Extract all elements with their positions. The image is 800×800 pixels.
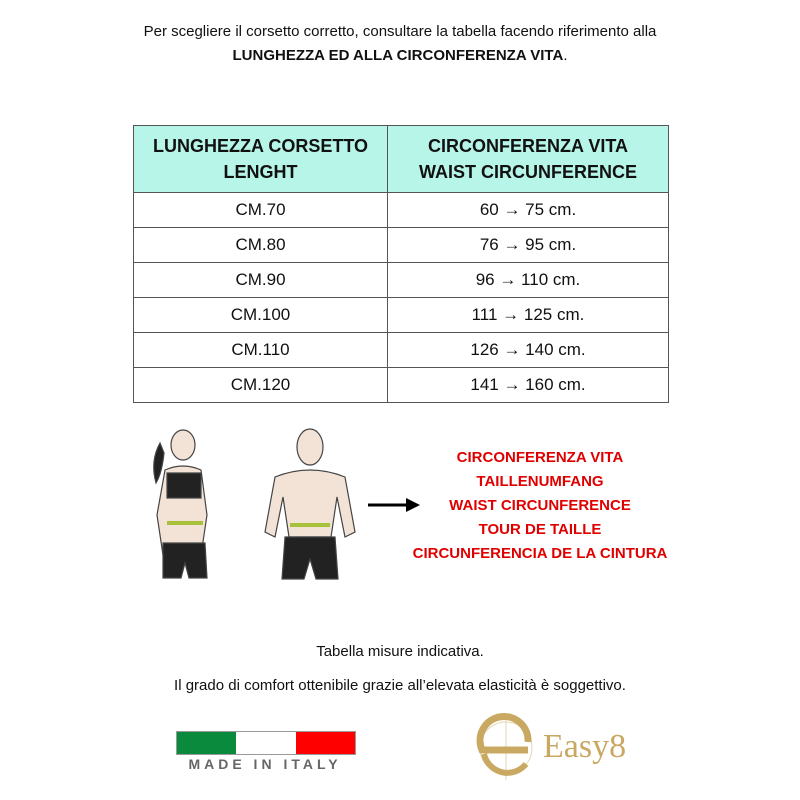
table-row: CM.70 60 → 75 cm.	[134, 193, 669, 228]
woman-figure	[154, 430, 207, 578]
table-row: CM.120 141 → 160 cm.	[134, 368, 669, 403]
body-illustrations	[145, 425, 365, 585]
intro-line2: LUNGHEZZA ED ALLA CIRCONFERENZA VITA.	[232, 47, 568, 64]
table-row: CM.110 126 → 140 cm.	[134, 333, 669, 368]
size-table	[133, 125, 669, 403]
header-length: LUNGHEZZA CORSETTO LENGHT	[134, 126, 388, 193]
note-indicative: Tabella misure indicativa.	[316, 643, 484, 660]
brand-name: Easy8	[543, 728, 627, 765]
man-figure	[265, 429, 355, 579]
table-row: CM.80 76 → 95 cm.	[134, 228, 669, 263]
waist-labels: CIRCONFERENZA VITA TAILLENUMFANG WAIST CIRCUNFERENCE TOUR DE TAILLE CIRCUNFERENCIA DE LA CINTURA	[412, 449, 668, 562]
intro-line1: Per scegliere il corsetto corretto, consultare la tabella facendo riferimento alla	[143, 23, 657, 40]
table-row: CM.100 111 → 125 cm.	[134, 298, 669, 333]
made-in-italy-label: MADE IN ITALY	[188, 756, 342, 772]
table-row: CM.90 96 → 110 cm.	[134, 263, 669, 298]
header-waist: CIRCONFERENZA VITA WAIST CIRCUNFERENCE	[388, 126, 669, 193]
intro-text	[0, 20, 800, 68]
note-comfort: Il grado di comfort ottenibile grazie all’elevata elasticità è soggettivo.	[174, 677, 626, 694]
italian-flag	[176, 731, 356, 755]
easy8-logo-icon	[470, 712, 542, 782]
